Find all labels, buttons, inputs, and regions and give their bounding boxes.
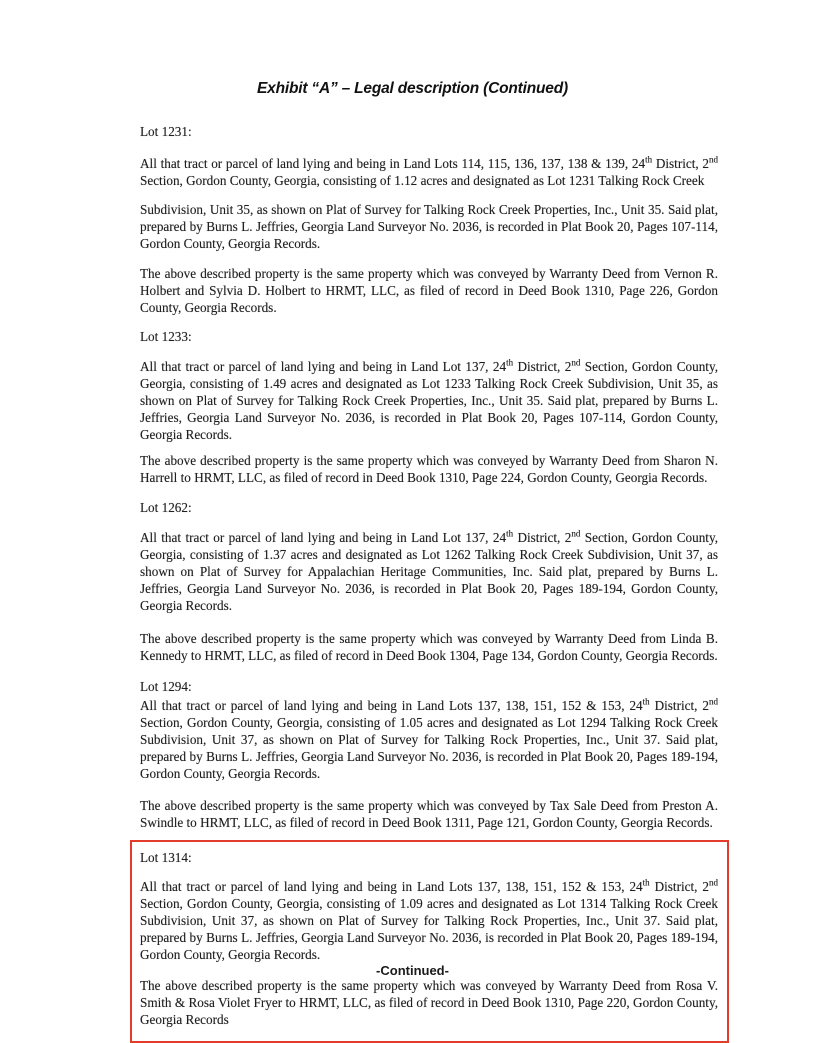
lot-section-1294: [140, 678, 718, 831]
legal-paragraph: Subdivision, Unit 35, as shown on Plat of Survey for Talking Rock Creek Properties, Inc., Unit 35. Said plat, prepared by Burns L. Jeffries, Georgia Land Surveyor No. 2036, is recorded in Plat Book 20, Pages 107-114, Gordon County, Georgia Records.: [140, 202, 718, 251]
legal-paragraph: All that tract or parcel of land lying and being in Land Lots 114, 115, 136, 137, 138 & 139, 24th District, 2nd Section, Gordon County, Georgia, consisting of 1.12 acres and designated as Lot 1231 Talking Rock Creek: [140, 154, 718, 188]
lot-heading: Lot 1231:: [140, 124, 192, 139]
page-title: Exhibit “A” – Legal description (Continued): [257, 80, 568, 97]
lot-section-1262: [140, 499, 718, 664]
legal-paragraph: All that tract or parcel of land lying and being in Land Lots 137, 138, 151, 152 & 153, 24th District, 2nd Section, Gordon County, Georgia, consisting of 1.09 acres and designated as Lot 1314 Talking Rock Creek Subdivision, Unit 37, as shown on Plat of Survey for Talking Rock Properties, Inc., Unit 37. Said plat, prepared by Burns L. Jeffries, Georgia Land Surveyor No. 2036, is recorded in Plat Book 20, Pages 189-194, Gordon County, Georgia Records.: [140, 877, 718, 962]
lot-section-1233: [140, 328, 718, 486]
lot-section-1231: [140, 123, 718, 316]
lot-heading: Lot 1233:: [140, 329, 192, 344]
legal-paragraph: All that tract or parcel of land lying and being in Land Lot 137, 24th District, 2nd Section, Gordon County, Georgia, consisting of 1.37 acres and designated as Lot 1262 Talking Rock Creek Subdivision, Unit 37, as shown on Plat of Survey for Appalachian Heritage Communities, Inc. Said plat, prepared by Burns L. Jeffries, Georgia Land Surveyor No. 2036, is recorded in Plat Book 20, Pages 189-194, Gordon County, Georgia Records.: [140, 528, 719, 613]
legal-description-body: [140, 123, 718, 1043]
continued-footer: -Continued-: [376, 963, 449, 978]
lot-section-1314: [140, 849, 718, 1028]
highlight-box-lot-1314: [130, 840, 729, 1043]
legal-paragraph: The above described property is the same property which was conveyed by Warranty Deed from Rosa V. Smith & Rosa Violet Fryer to HRMT, LLC, as filed of record in Deed Book 1310, Page 220, Gordon County, Georgia Records: [140, 978, 718, 1027]
legal-paragraph: All that tract or parcel of land lying and being in Land Lot 137, 24th District, 2nd Section, Gordon County, Georgia, consisting of 1.49 acres and designated as Lot 1233 Talking Rock Creek Subdivision, Unit 35, as shown on Plat of Survey for Talking Rock Creek Properties, Inc., Unit 35. Said plat, prepared by Burns L. Jeffries, Georgia Land Surveyor No. 2036, is recorded in Plat Book 20, Pages 107-114, Gordon County, Georgia Records.: [140, 357, 719, 442]
lot-heading: Lot 1294:: [140, 679, 192, 694]
legal-paragraph: The above described property is the same property which was conveyed by Warranty Deed from Vernon R. Holbert and Sylvia D. Holbert to HRMT, LLC, as filed of record in Deed Book 1310, Page 226, Gordon County, Georgia Records.: [140, 266, 718, 315]
lot-heading: Lot 1314:: [140, 850, 192, 865]
legal-paragraph: The above described property is the same property which was conveyed by Warranty Deed from Linda B. Kennedy to HRMT, LLC, as filed of record in Deed Book 1304, Page 134, Gordon County, Georgia Records.: [140, 631, 718, 663]
legal-paragraph: The above described property is the same property which was conveyed by Tax Sale Deed from Preston A. Swindle to HRMT, LLC, as filed of record in Deed Book 1311, Page 121, Gordon County, Georgia Records.: [140, 798, 718, 830]
legal-paragraph: All that tract or parcel of land lying and being in Land Lots 137, 138, 151, 152 & 153, 24th District, 2nd Section, Gordon County, Georgia, consisting of 1.05 acres and designated as Lot 1294 Talking Rock Creek Subdivision, Unit 37, as shown on Plat of Survey for Talking Rock Properties, Inc., Unit 37. Said plat, prepared by Burns L. Jeffries, Georgia Land Surveyor No. 2036, is recorded in Plat Book 20, Pages 189-194, Gordon County, Georgia Records.: [140, 696, 718, 781]
lot-heading: Lot 1262:: [140, 500, 192, 515]
legal-paragraph: The above described property is the same property which was conveyed by Warranty Deed from Sharon N. Harrell to HRMT, LLC, as filed of record in Deed Book 1310, Page 224, Gordon County, Georgia Records.: [140, 453, 718, 485]
